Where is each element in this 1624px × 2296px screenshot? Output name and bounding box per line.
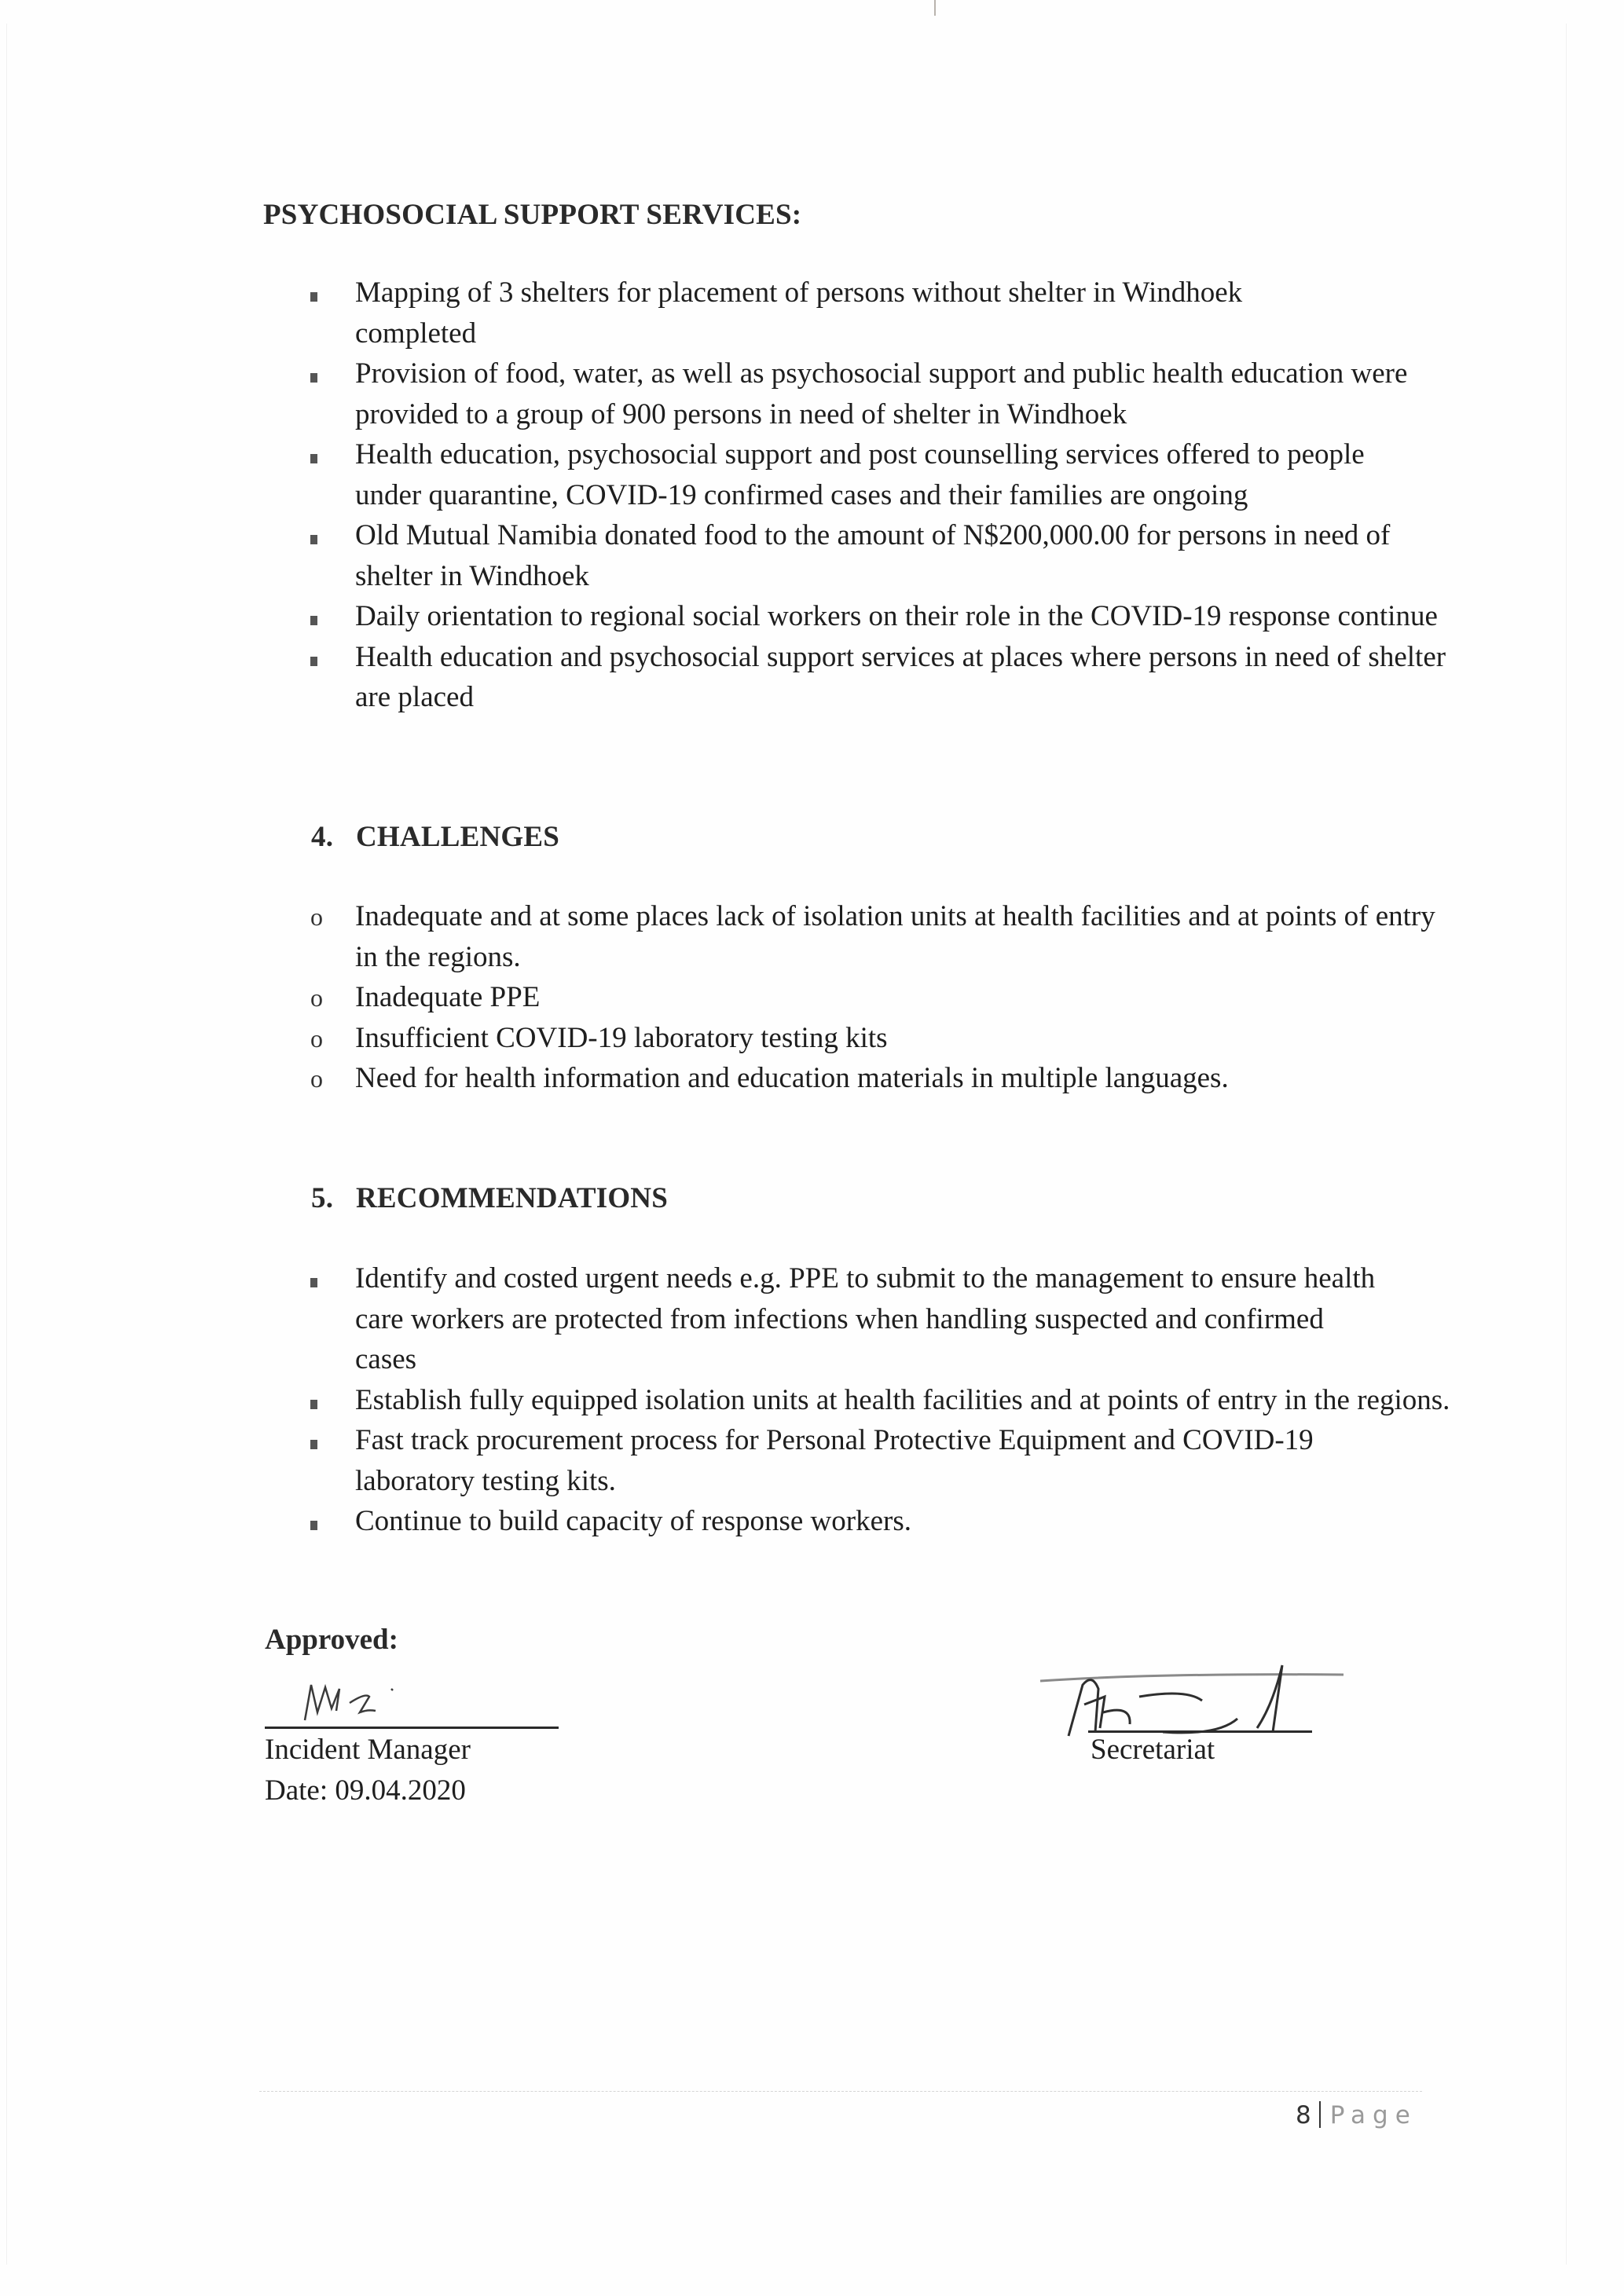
- list-item: Continue to build capacity of response workers.: [355, 1501, 1455, 1542]
- footer-divider: [259, 2091, 1422, 2093]
- list-item: Mapping of 3 shelters for placement of persons without shelter in Windhoek completed: [355, 273, 1369, 353]
- square-bullet-icon: [310, 1258, 317, 1299]
- challenges-list: [310, 896, 1455, 1099]
- recommendations-list: [355, 1258, 1455, 1542]
- page-divider-bar: [1319, 2101, 1321, 2128]
- circle-bullet-icon: o: [310, 983, 323, 1012]
- page-number: [1296, 2101, 1417, 2129]
- page-number-value: 8: [1296, 2101, 1311, 2129]
- scan-edge-left: [6, 24, 7, 2265]
- incident-manager-signature-icon: [291, 1673, 416, 1728]
- square-bullet-icon: [310, 1420, 317, 1461]
- approved-label: Approved:: [265, 1624, 398, 1656]
- circle-bullet-icon: o: [310, 1023, 323, 1053]
- list-item: o Inadequate PPE: [355, 977, 1455, 1018]
- signature-line-left: [265, 1727, 559, 1729]
- approval-date: Date: 09.04.2020: [265, 1774, 466, 1807]
- list-item: Establish fully equipped isolation units at health facilities and at points of entry in the regions.: [355, 1380, 1455, 1421]
- list-item: o Inadequate and at some places lack of isolation units at health facilities and at points of entry in the regions.: [355, 896, 1455, 977]
- list-item: Daily orientation to regional social workers on their role in the COVID-19 response continue: [355, 596, 1455, 637]
- square-bullet-icon: [310, 434, 317, 475]
- psychosocial-heading: PSYCHOSOCIAL SUPPORT SERVICES:: [263, 199, 802, 231]
- section-number: 5.: [311, 1182, 334, 1214]
- page-label: Page: [1329, 2101, 1417, 2129]
- scan-artifact-mark: [934, 0, 936, 16]
- square-bullet-icon: [310, 637, 317, 678]
- list-item: Fast track procurement process for Personal Protective Equipment and COVID-19 laboratory testing kits.: [355, 1420, 1408, 1501]
- list-item: Identify and costed urgent needs e.g. PPE to submit to the management to ensure health care workers are protected from infections when handling suspected and confirmed cases: [355, 1258, 1377, 1380]
- square-bullet-icon: [310, 273, 317, 313]
- list-item: Provision of food, water, as well as psychosocial support and public health education were provided to a group of 900 persons in need of shelter in Windhoek: [355, 353, 1455, 434]
- circle-bullet-icon: o: [310, 903, 323, 931]
- psychosocial-list: [355, 273, 1455, 718]
- square-bullet-icon: [310, 515, 317, 556]
- recommendations-heading: [311, 1181, 668, 1215]
- scan-edge-right: [1566, 24, 1567, 2265]
- list-item: o Insufficient COVID-19 laboratory testing kits: [355, 1018, 1455, 1059]
- square-bullet-icon: [310, 1501, 317, 1542]
- square-bullet-icon: [310, 596, 317, 637]
- section-number: 4.: [311, 821, 334, 853]
- incident-manager-role: Incident Manager: [265, 1734, 471, 1766]
- list-item: Old Mutual Namibia donated food to the amount of N$200,000.00 for persons in need of shelter in Windhoek: [355, 515, 1455, 596]
- square-bullet-icon: [310, 353, 317, 394]
- list-item: Health education, psychosocial support and post counselling services offered to people under quarantine, COVID-19 confirmed cases and their families are ongoing: [355, 434, 1392, 515]
- secretariat-role: Secretariat: [1091, 1734, 1215, 1766]
- square-bullet-icon: [310, 1380, 317, 1421]
- section-title: CHALLENGES: [356, 821, 560, 853]
- list-item: Health education and psychosocial support services at places where persons in need of shelter are placed: [355, 637, 1455, 718]
- list-item: o Need for health information and education materials in multiple languages.: [355, 1058, 1455, 1099]
- challenges-heading: [311, 820, 559, 854]
- circle-bullet-icon: o: [310, 1064, 323, 1093]
- section-title: RECOMMENDATIONS: [356, 1182, 668, 1214]
